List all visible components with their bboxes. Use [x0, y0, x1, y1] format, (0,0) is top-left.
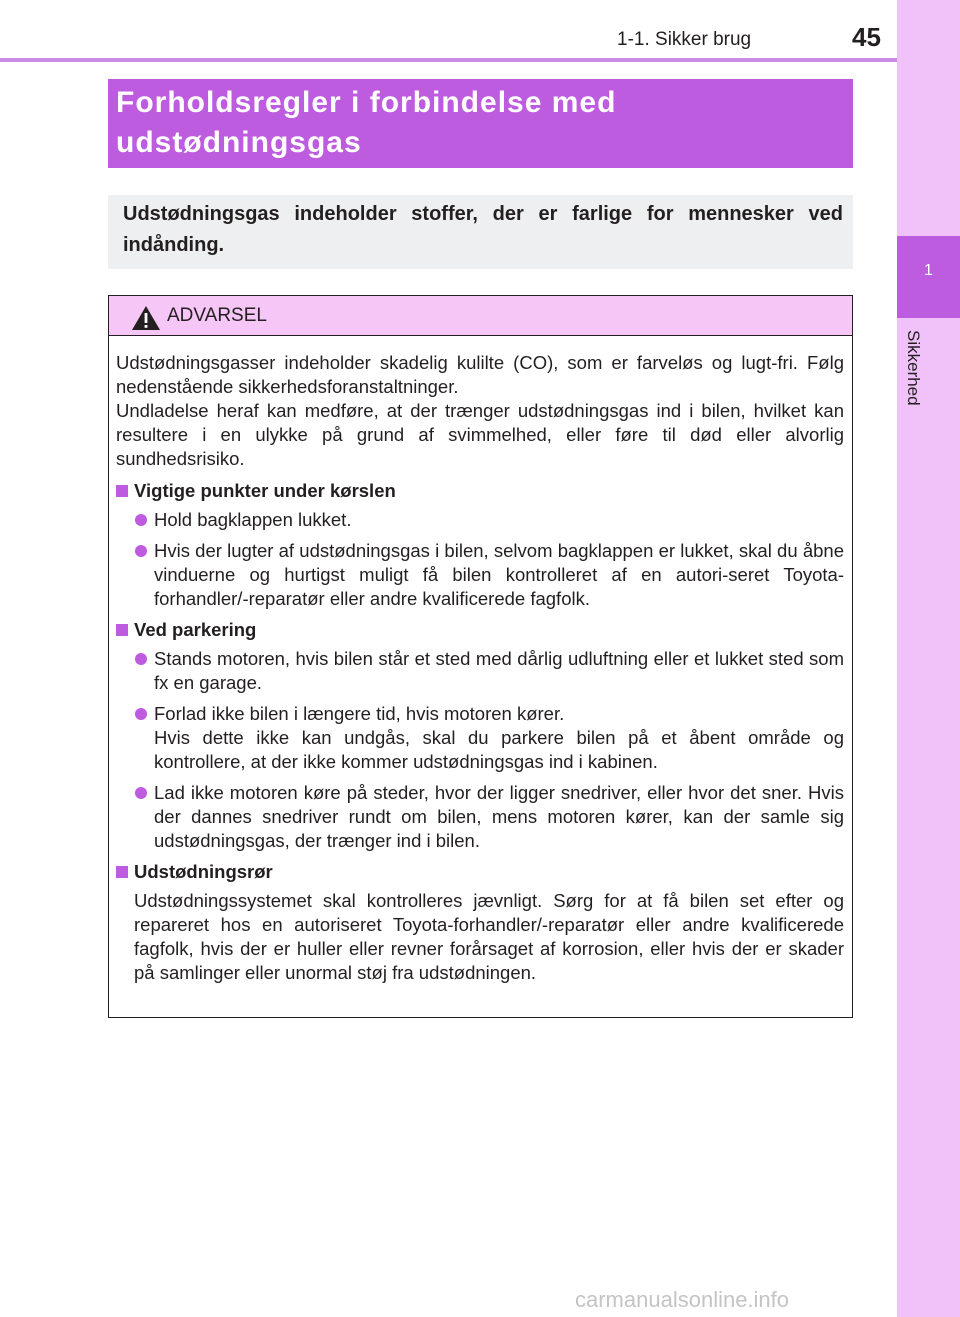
list-item-text: Forlad ikke bilen i længere tid, hvis motoren kører.: [154, 703, 565, 724]
page-title-line1: Forholdsregler i forbindelse med: [116, 86, 617, 119]
section-heading: [116, 479, 844, 503]
warning-intro-2: Undladelse heraf kan medføre, at der trænger udstødningsgas ind i bilen, hvilket kan resultere i en ulykke på grund af svimmelhed, eller føre til død eller alvorlig sundhedsrisiko.: [116, 400, 844, 469]
square-bullet-icon: [116, 866, 128, 878]
side-tab: [897, 0, 960, 1317]
square-bullet-icon: [116, 485, 128, 497]
warning-triangle-icon: [131, 305, 161, 331]
warning-intro-1: Udstødningsgasser indeholder skadelig kulilte (CO), som er farveløs og lugt-fri. Følg nedenstående sikkerhedsforanstaltninger.: [116, 352, 844, 397]
list-item: [116, 781, 844, 853]
warning-body: [116, 351, 844, 985]
section-text: Udstødningssystemet skal kontrolleres jævnligt. Sørg for at få bilen set efter og repareret hos en autoriseret Toyota-forhandler/-reparatør eller andre kvalificerede fagfolk, hvis der er huller eller revner forårsaget af korrosion, eller hvis der er skader på samlinger eller unormal støj fra udstødningen.: [134, 890, 844, 983]
warning-header: [109, 296, 852, 336]
side-chapter-number: 1: [924, 262, 933, 279]
warning-box: [108, 295, 853, 1018]
circle-bullet-icon: [135, 787, 147, 799]
list-item-text: Hvis der lugter af udstødningsgas i bilen, selvom bagklappen er lukket, skal du åbne vinduerne og hurtigst muligt få bilen kontrolleret af en autori-seret Toyota-forhandler/-reparatør eller andre kvalificerede fagfolk.: [154, 540, 844, 609]
intro-text: Udstødningsgas indeholder stoffer, der er farlige for mennesker ved indånding.: [123, 203, 843, 256]
intro-band: [108, 195, 853, 269]
circle-bullet-icon: [135, 545, 147, 557]
section-heading: [116, 860, 844, 884]
list-item: [116, 539, 844, 611]
list-item-text: Stands motoren, hvis bilen står et sted med dårlig udluftning eller et lukket sted som fx en garage.: [154, 648, 844, 693]
footer-watermark: carmanualsonline.info: [575, 1287, 790, 1312]
list-item-text: Lad ikke motoren køre på steder, hvor der ligger snedriver, eller hvor det sner. Hvis der dannes snedriver rundt om bilen, mens motoren kører, kan der samle sig udstødningsgas, der trænger ind i bilen.: [154, 782, 844, 851]
square-bullet-icon: [116, 624, 128, 636]
page-number: 45: [852, 22, 881, 52]
list-item: [116, 508, 844, 532]
warning-label: ADVARSEL: [167, 305, 267, 326]
page-title-line2: udstødningsgas: [116, 126, 362, 159]
section-heading-text: Vigtige punkter under kørslen: [134, 480, 396, 501]
circle-bullet-icon: [135, 708, 147, 720]
section-heading-text: Udstødningsrør: [134, 861, 273, 882]
page-title: [116, 83, 836, 163]
list-item: [116, 647, 844, 695]
list-item: [116, 702, 844, 774]
section-heading-text: Ved parkering: [134, 619, 257, 640]
circle-bullet-icon: [135, 653, 147, 665]
list-item-text-2: Hvis dette ikke kan undgås, skal du parkere bilen på et åbent område og kontrollere, at der ikke kommer udstødningsgas ind i kabinen.: [154, 727, 844, 772]
header-rule: [0, 58, 897, 62]
side-chapter-title-text: Sikkerhed: [904, 330, 923, 406]
circle-bullet-icon: [135, 514, 147, 526]
title-band: [108, 79, 853, 168]
section-label: 1-1. Sikker brug: [617, 29, 752, 50]
section-heading: [116, 618, 844, 642]
side-chapter-title: [903, 330, 927, 430]
list-item-text: Hold bagklappen lukket.: [154, 509, 352, 530]
